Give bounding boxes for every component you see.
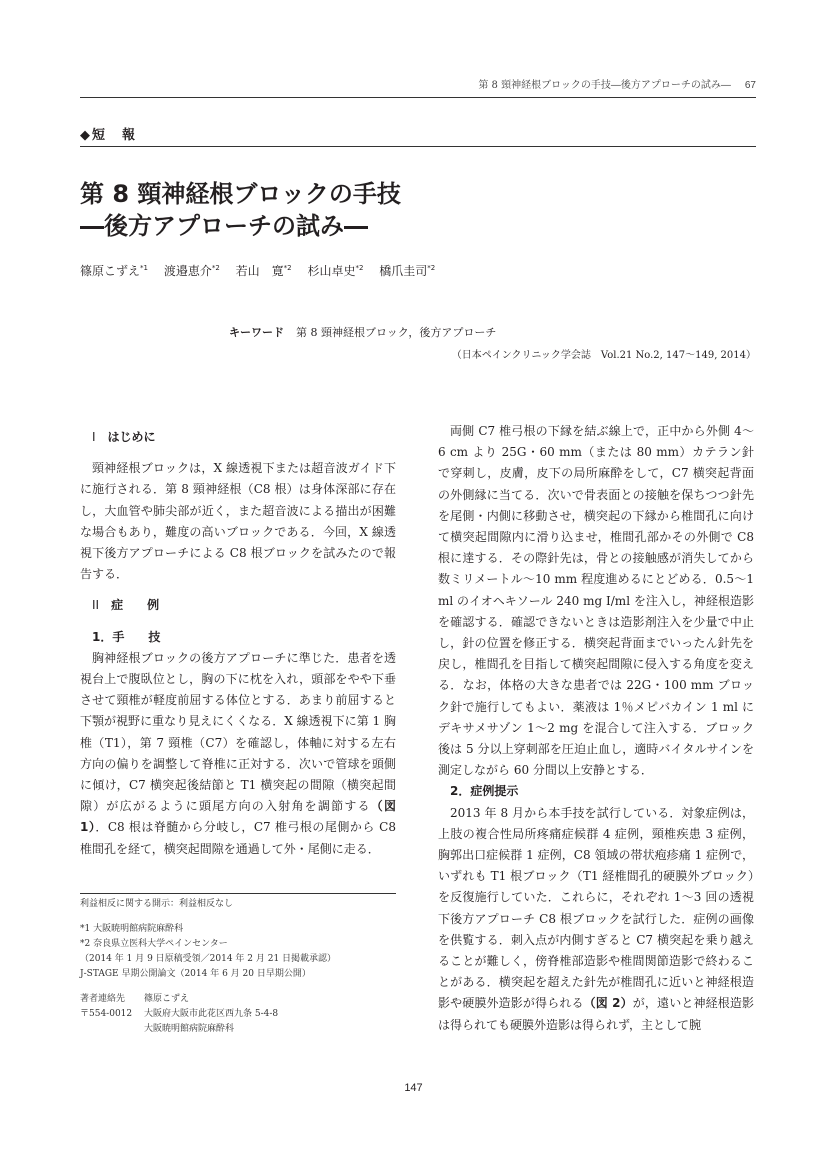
paragraph: 2013 年 8 月から本手技を試行している．対象症例は，上肢の複合性局所疼痛症候群 4 症例，頸椎疾患 3 症例，胸郭出口症候群 1 症例，C8 領域の帯状疱疹痛 1 症例で，いずれも T1 根ブロック（T1 経椎間孔的硬膜外ブロック）を反復施行していた．これらに，それぞれ 1～3 回の透視下後方アプローチ C8 根ブロックを試行した．症例の画像を供覧する．刺入点が内側すぎると C7 横突起を乗り越えることが難しく，傍脊椎部造影や椎間関節造影で終わることがある．横突起を超えた針先が椎間孔に近いと神経根造影や硬膜外造影が得られる（図 2）が，遠いと神経根造影は得られても硬膜外造影は得られず，主として腕 xyxy=(438,805,754,1032)
author: 橋爪圭司$^{*2}$ xyxy=(379,264,436,278)
author: 杉山卓史$^{*2}$ xyxy=(307,264,364,278)
paragraph: 両側 C7 椎弓根の下縁を結ぶ線上で，正中から外側 4～6 cm より 25G・60 mm（または 80 mm）カテラン針で穿刺し，皮膚，皮下の局所麻酔をして，C7 横突起背面の外側縁に当てる．次いで骨表面との接触を保ちつつ針先を尾側・内側に移動させ，横突起の下縁から椎間孔に向けて横突起間隙内に滑り込ませ，椎間孔部かその外側で C8 根に達する．その際針先は，骨との接触感が消失してから数ミリメートル～10 mm 程度進めるにとどめる．0.5～1 ml のイオヘキソール 240 mg I/ml を注入し，神経根造影を確認する．確認できないときは造影剤注入を少量で中止し，針の位置を修正する．横突起背面までいったん針先を戻し，椎間孔を目指して横突起間隙に侵入する角度を変える．なお，体格の大きな患者では 22G・100 mm ブロック針で施行してもよい．薬液は 1％メピバカイン 1 ml にデキサメサゾン 1～2 mg を混合して注入する．ブロック後は 5 分以上穿刺部を圧迫止血し，適時バイタルサインを測定しながら 60 分間以上安静とする． xyxy=(438,424,754,778)
page-number: 147 xyxy=(404,1082,423,1094)
left-column xyxy=(80,427,396,860)
keywords-text: 第 8 頸神経根ブロック，後方アプローチ xyxy=(296,326,497,339)
subsection-heading: 2．症例提示 xyxy=(450,784,519,799)
author: 篠原こずえ$^{*1}$ xyxy=(80,264,148,278)
article-title xyxy=(80,178,756,242)
coi-statement: 利益相反に関する開示：利益相反なし xyxy=(80,899,234,909)
contact-institution: 大阪暁明館病院麻酔科 xyxy=(144,1024,235,1034)
section-tag: ◆短 報 xyxy=(80,128,137,143)
running-header-page: 67 xyxy=(744,80,756,91)
running-header xyxy=(80,76,756,91)
author-list xyxy=(80,262,447,279)
section-rule xyxy=(80,146,756,147)
section-heading: I はじめに xyxy=(92,430,156,444)
figure-ref: （図 1） xyxy=(80,799,396,835)
author: 若山 寛$^{*2}$ xyxy=(235,264,292,278)
paragraph: 胸神経根ブロックの後方アプローチに準じた．患者を透視台上で腹臥位とし，胸の下に枕を入れ，頭部をやや下垂させて頸椎が軽度前屈する体位とする．あまり前屈すると下顎が視野に重なり見えにくくなる．X 線透視下に第 1 胸椎（T1），第 7 頸椎（C7）を確認し，体軸に対する左右方向の偏りを調整して脊椎に正対する．次いで管球を頭側に傾け，C7 横突起後結節と T1 横突起の間隙（横突起間隙）が広がるように頭尾方向の入射角を調節する（図 1）．C8 根は脊髄から分岐し，C7 椎弓根の尾側から C8 椎間孔を経て，横突起間隙を通過して外・尾側に走る． xyxy=(80,650,396,856)
contact-row: 著者連絡先 篠原こずえ xyxy=(80,994,190,1004)
jstage-note: J-STAGE 早期公開論文（2014 年 6 月 20 日早期公開） xyxy=(80,969,311,979)
affiliation-1: *1 大阪暁明館病院麻酔科 xyxy=(80,924,184,934)
author: 渡邉恵介$^{*2}$ xyxy=(163,264,220,278)
contact-address: 〒554-0012 大阪府大阪市此花区西九条 5-4-8 xyxy=(80,1009,279,1019)
title-line-2: ―後方アプローチの試み― xyxy=(80,212,368,240)
paragraph: 頸神経根ブロックは，X 線透視下または超音波ガイド下に施行される．第 8 頸神経根（C8 根）は身体深部に存在し，大血管や肺尖部が近く，また超音波による描出が困難な場合もあり，難度の高いブロックである．今回，X 線透視下後方アプローチによる C8 根ブロックを試みたので報告する． xyxy=(80,461,396,582)
header-rule xyxy=(80,97,756,98)
citation: （日本ペインクリニック学会誌 Vol.21 No.2, 147～149, 2014） xyxy=(451,350,756,361)
keywords-label: キーワード xyxy=(229,326,284,339)
footnote-rule xyxy=(80,893,396,894)
subsection-heading: 1．手 技 xyxy=(92,629,161,644)
running-header-title: 第 8 頸神経根ブロックの手技―後方アプローチの試み― xyxy=(478,80,731,91)
right-column xyxy=(438,421,754,1036)
footnotes xyxy=(80,897,396,1037)
section-heading: II 症 例 xyxy=(92,598,160,613)
keywords xyxy=(229,324,496,340)
figure-ref: （図 2） xyxy=(583,996,633,1011)
title-line-1: 第 8 頸神経根ブロックの手技 xyxy=(80,180,401,208)
affiliation-2: *2 奈良県立医科大学ペインセンター xyxy=(80,939,228,949)
receipt-dates: （2014 年 1 月 9 日原稿受領／2014 年 2 月 21 日掲載承認） xyxy=(80,954,337,964)
